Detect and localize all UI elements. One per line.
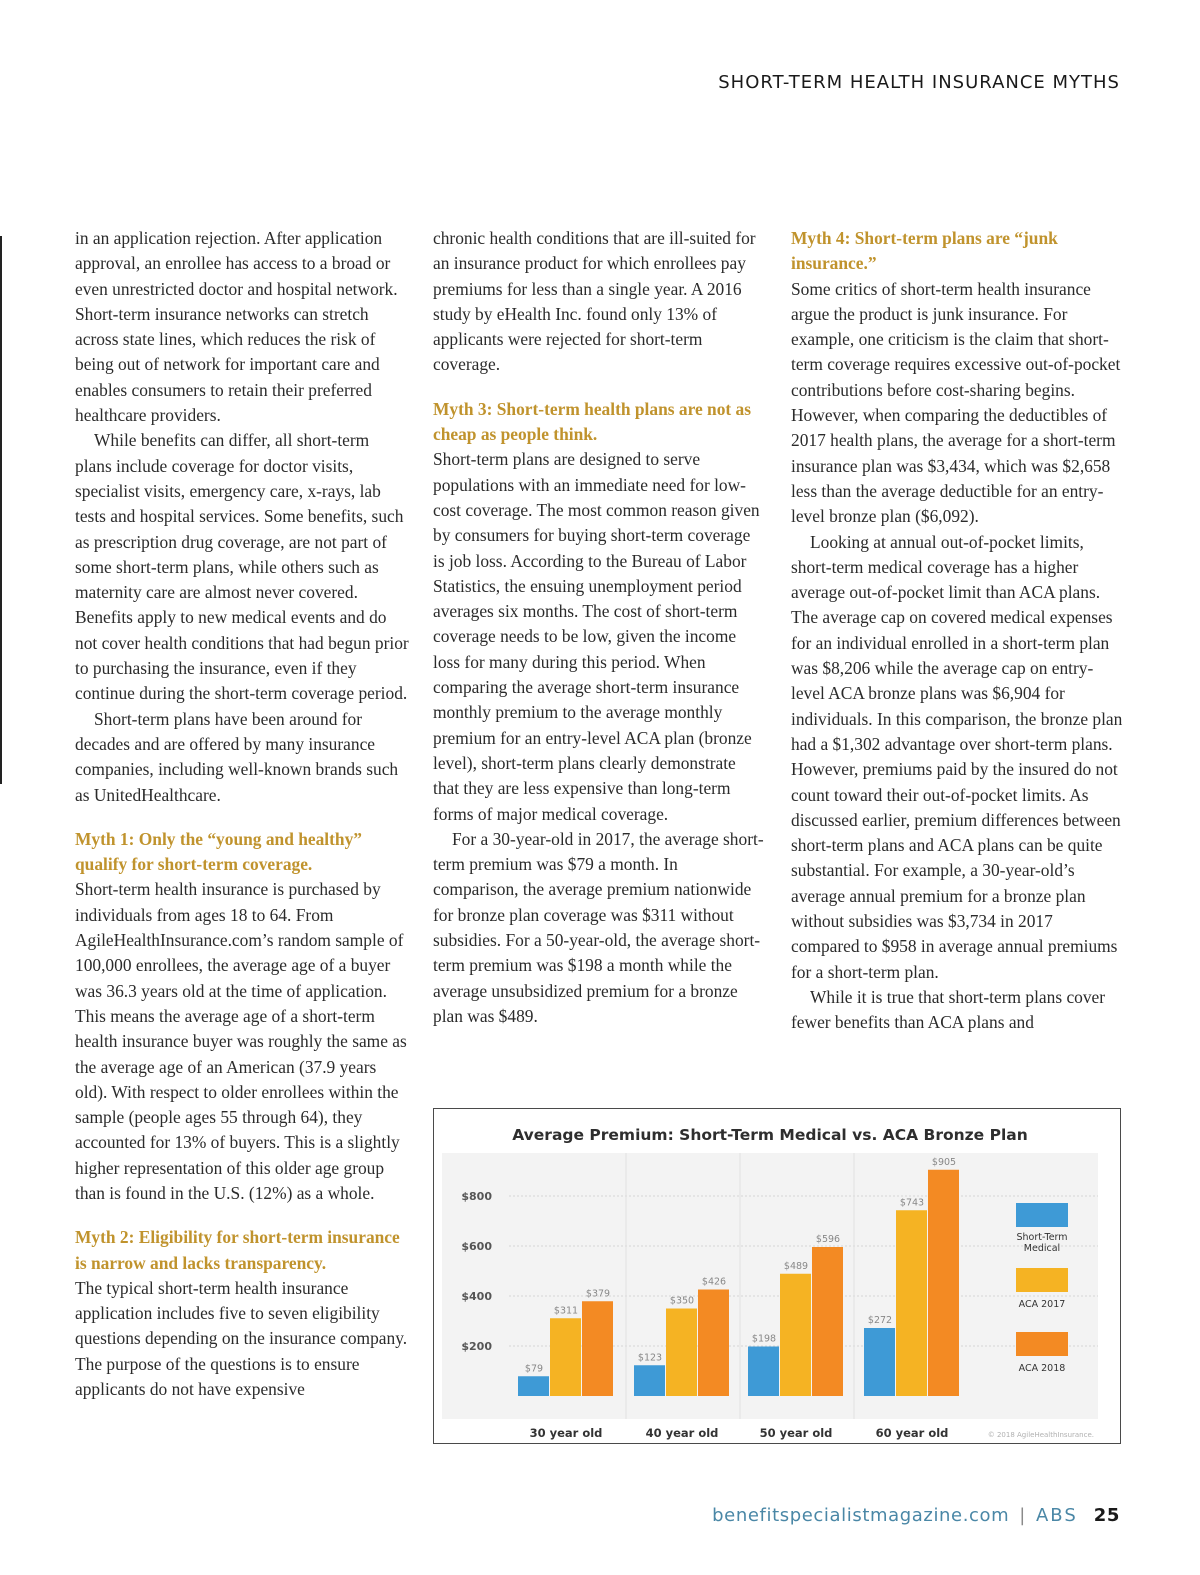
bar-aca-2017: [780, 1274, 811, 1396]
bar-short-term-medical: [518, 1376, 549, 1396]
footer-publication: ABS: [1035, 1505, 1078, 1526]
bar-value-label: $79: [524, 1363, 544, 1375]
paragraph: in an application rejection. After application approval, an enrollee has access to a broad or even unrestricted doctor and hospital network. Short-term insurance networks can stretch across state lines, which reduces the risk of being out of network for important care and enables consumers to retain their preferred healthcare providers.: [75, 228, 398, 426]
bar-short-term-medical: [634, 1365, 665, 1396]
legend-label: Medical: [1023, 1243, 1061, 1254]
paragraph: chronic health conditions that are ill-suited for an insurance product for which enrollees pay premiums for less than a single year. A 2016 study by eHealth Inc. found only 13% of applicants were rejected for short-term coverage.: [433, 228, 756, 375]
article-column-2: [433, 226, 765, 1029]
bar-value-label: $198: [751, 1333, 777, 1345]
bar-short-term-medical: [748, 1347, 779, 1397]
bar-value-label: $379: [585, 1288, 611, 1300]
bar-value-label: $743: [899, 1197, 925, 1209]
x-tick-label: 40 year old: [645, 1426, 719, 1440]
footer-site: benefitspecialistmagazine.com: [712, 1505, 1010, 1526]
x-tick-label: 60 year old: [875, 1426, 949, 1440]
bar-value-label: $123: [637, 1352, 663, 1364]
bar-aca-2018: [582, 1301, 613, 1396]
x-tick-label: 50 year old: [759, 1426, 833, 1440]
paragraph: While benefits can differ, all short-term plans include coverage for doctor visits, specialist visits, emergency care, x-rays, lab tests and hospital services. Some benefits, such as prescription drug coverage, are not part of some short-term plans, while others such as maternity care are almost never covered. Benefits apply to new medical events and do not cover health conditions that had begun prior to purchasing the insurance, even if they continue during the short-term coverage period.: [75, 430, 409, 704]
bar-aca-2017: [896, 1210, 927, 1396]
myth-1-heading: Myth 1: Only the “young and healthy” qualify for short-term coverage.: [75, 828, 362, 875]
bar-aca-2017: [550, 1318, 581, 1396]
y-tick-label: $400: [461, 1290, 492, 1303]
bar-value-label: $489: [783, 1260, 809, 1272]
chart-title: Average Premium: Short-Term Medical vs. ACA Bronze Plan: [512, 1126, 1028, 1144]
myth-2-heading: Myth 2: Eligibility for short-term insurance is narrow and lacks transparency.: [75, 1227, 400, 1273]
paragraph: Short-term plans have been around for decades and are offered by many insurance companies, including well-known brands such as UnitedHealthcare.: [75, 708, 399, 805]
article-column-3: [791, 226, 1123, 1036]
paragraph: While it is true that short-term plans cover fewer benefits than ACA plans and: [791, 986, 1106, 1033]
bar-value-label: $272: [867, 1315, 893, 1326]
y-tick-label: $200: [461, 1340, 492, 1353]
bar-aca-2018: [928, 1170, 959, 1396]
footer-separator: |: [1019, 1505, 1026, 1526]
legend-label: Short-Term: [1016, 1232, 1068, 1243]
legend-swatch: [1016, 1332, 1068, 1356]
bar-value-label: $311: [553, 1305, 579, 1317]
paragraph: Short-term health insurance is purchased by individuals from ages 18 to 64. From AgileHealthInsurance.com’s random sample of 100,000 enrollees, the average age of a buyer was 36.3 years old at the time of application. This means the average age of a short-term health insurance buyer was roughly the same as the average age of an American (37.9 years old). With respect to older enrollees within the sample (people ages 55 through 64), they accounted for 13% of buyers. This is a slightly higher representation of this older age group than is found in the U.S. (12%) as a whole.: [75, 879, 407, 1203]
paragraph: Looking at annual out-of-pocket limits, short-term medical coverage has a higher average out-of-pocket limit than ACA plans. The average cap on covered medical expenses for an individual enrolled in a short-term plan was $8,206 while the average cap on entry-level ACA bronze plans was $6,904 for individuals. In this comparison, the bronze plan had a $1,302 advantage over short-term plans. However, premiums paid by the insured do not count toward their out-of-pocket limits. As discussed earlier, premium differences between short-term plans and ACA plans can be quite substantial. For example, a 30-year-old’s average annual premium for a bronze plan without subsidies was $3,734 in 2017 compared to $958 in average annual premiums for a short-term plan.: [791, 531, 1123, 982]
bar-value-label: $426: [701, 1276, 727, 1288]
y-tick-label: $800: [461, 1190, 492, 1203]
paragraph: Some critics of short-term health insurance argue the product is junk insurance. For example, one criticism is the claim that short-term coverage requires excessive out-of-pocket contributions before cost-sharing begins. However, when comparing the deductibles of 2017 health plans, the average for a short-term insurance plan was $3,434, which was $2,658 less than the average deductible for an entry-level bronze plan ($6,092).: [791, 278, 1121, 527]
legend-label: ACA 2017: [1018, 1299, 1066, 1310]
bar-aca-2017: [666, 1309, 697, 1397]
bar-value-label: $350: [669, 1295, 695, 1307]
bar-aca-2018: [812, 1247, 843, 1396]
myth-3-heading: Myth 3: Short-term health plans are not as cheap as people think.: [433, 398, 752, 445]
legend-label: ACA 2018: [1018, 1363, 1066, 1374]
bar-short-term-medical: [864, 1328, 895, 1396]
left-margin-rule: [0, 236, 2, 784]
paragraph: The typical short-term health insurance application includes five to seven eligibility questions depending on the insurance company. The purpose of the questions is to ensure applicants do not have expensive: [75, 1277, 408, 1400]
bar-aca-2018: [698, 1290, 729, 1397]
paragraph: Short-term plans are designed to serve populations with an immediate need for low-cost coverage. The most common reason given by consumers for buying short-term coverage is job loss. According to the Bureau of Labor Statistics, the ensuing unemployment period averages six months. The cost of short-term coverage needs to be low, given the income loss for many during this period. When comparing the average short-term insurance monthly premium to the average monthly premium for an entry-level ACA plan (bronze level), short-term plans clearly demonstrate that they are less expensive than long-term forms of major medical coverage.: [433, 449, 760, 824]
x-tick-label: 30 year old: [529, 1426, 603, 1440]
page-number: 25: [1093, 1505, 1120, 1526]
chart-copyright: © 2018 AgileHealthInsurance.: [987, 1431, 1094, 1439]
legend-swatch: [1016, 1203, 1068, 1227]
premium-chart-svg: [434, 1109, 1120, 1443]
bar-value-label: $905: [931, 1156, 957, 1168]
legend-swatch: [1016, 1268, 1068, 1292]
running-head: SHORT-TERM HEALTH INSURANCE MYTHS: [718, 72, 1120, 93]
article-column-1: [75, 226, 410, 1402]
page-footer: [712, 1505, 1120, 1526]
y-tick-label: $600: [461, 1240, 492, 1253]
bar-value-label: $596: [815, 1234, 841, 1245]
paragraph: For a 30-year-old in 2017, the average short-term premium was $79 a month. In comparison, the average premium nationwide for bronze plan coverage was $311 without subsidies. For a 50-year-old, the average short-term premium was $198 a month while the average unsubsidized premium for a bronze plan was $489.: [433, 828, 764, 1026]
myth-4-heading: Myth 4: Short-term plans are “junk insurance.”: [791, 228, 1058, 274]
premium-chart: [433, 1108, 1121, 1444]
